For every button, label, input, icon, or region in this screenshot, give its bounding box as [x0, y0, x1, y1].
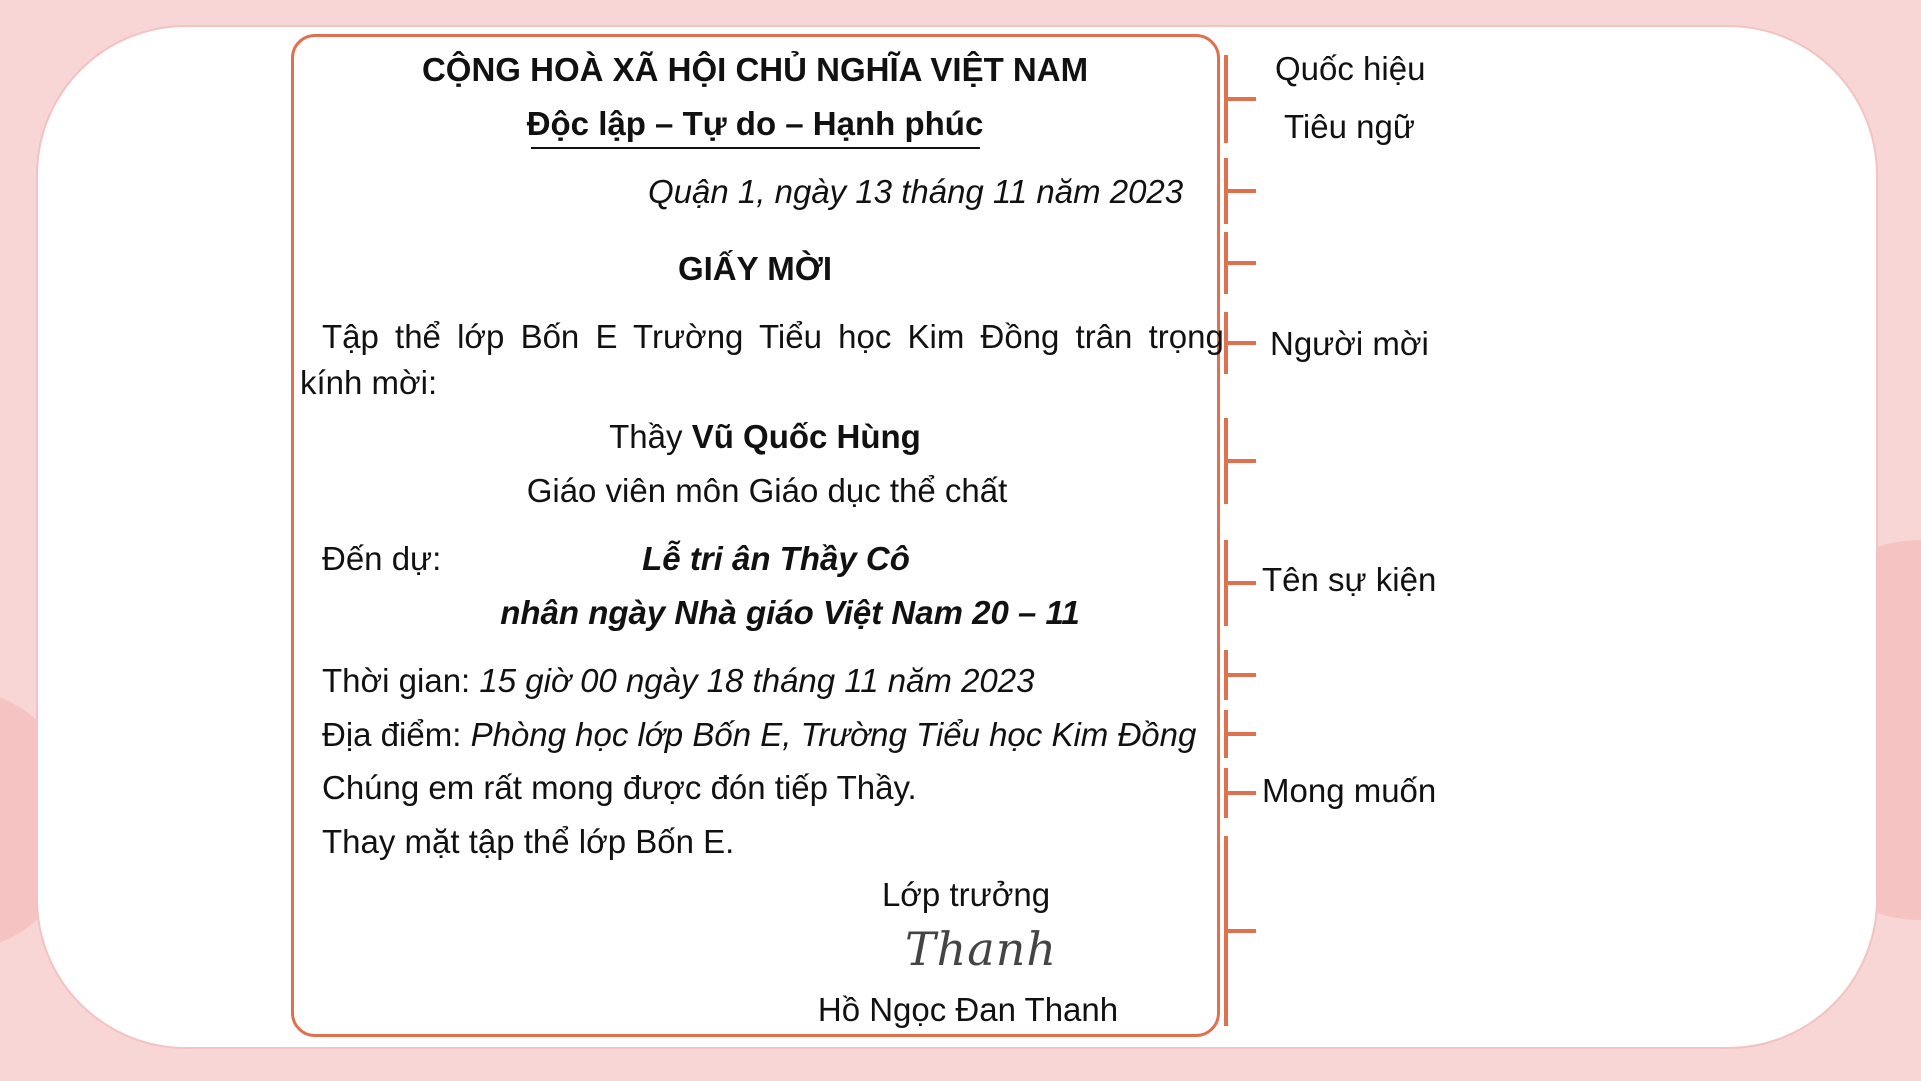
label-tieu-ngu: Tiêu ngữ: [1284, 108, 1415, 145]
invitee-name: Vũ Quốc Hùng: [691, 418, 921, 455]
label-ten-su-kien: Tên sự kiện: [1262, 561, 1437, 598]
closing-representative: Thay mặt tập thể lớp Bốn E.: [322, 823, 735, 860]
bracket-invitee: [1224, 418, 1252, 504]
label-quoc-hieu: Quốc hiệu: [1275, 50, 1426, 87]
bracket-time: [1224, 650, 1252, 700]
invitee-prefix: Thầy: [609, 418, 683, 455]
bracket-title: [1224, 232, 1252, 294]
bracket-event: [1224, 540, 1252, 626]
place-value: Phòng học lớp Bốn E, Trường Tiểu học Kim Đồng: [470, 716, 1197, 753]
label-mong-muon: Mong muốn: [1262, 772, 1437, 809]
event-time: [322, 664, 1035, 697]
signer-name: Hồ Ngọc Đan Thanh: [817, 991, 1119, 1028]
time-label: Thời gian:: [322, 662, 471, 699]
bracket-wish: [1224, 768, 1252, 818]
event-place: [322, 718, 1196, 751]
closing-wish: Chúng em rất mong được đón tiếp Thầy.: [322, 769, 917, 806]
intro-text: Tập thể lớp Bốn E Trường Tiểu học Kim Đồng trân trọng: [322, 318, 1224, 355]
attend-label: Đến dự:: [322, 540, 442, 577]
place-label: Địa điểm:: [322, 716, 462, 753]
intro-line-1: [322, 318, 1224, 355]
invitee-role: Giáo viên môn Giáo dục thể chất: [526, 472, 1008, 509]
event-occasion: nhân ngày Nhà giáo Việt Nam 20 – 11: [500, 594, 1080, 631]
event-name: Lễ tri ân Thầy Cô: [642, 540, 910, 577]
label-nguoi-moi: Người mời: [1270, 325, 1429, 362]
motto: Độc lập – Tự do – Hạnh phúc: [526, 105, 984, 142]
document-title: GIẤY MỜI: [677, 250, 833, 287]
bracket-place-date: [1224, 158, 1252, 224]
invitee: [609, 420, 921, 453]
bracket-inviter: [1224, 312, 1252, 374]
bracket-place: [1224, 710, 1252, 758]
intro-line-2: kính mời:: [300, 364, 438, 401]
national-title: CỘNG HOÀ XÃ HỘI CHỦ NGHĨA VIỆT NAM: [421, 51, 1089, 88]
signer-title: Lớp trưởng: [881, 876, 1051, 913]
bracket-signature: [1224, 836, 1252, 1026]
handwritten-signature: Thanh: [905, 922, 1057, 976]
motto-underline: [531, 147, 980, 149]
place-date: Quận 1, ngày 13 tháng 11 năm 2023: [648, 173, 1184, 210]
bracket-national-motto: [1224, 55, 1252, 143]
time-value: 15 giờ 00 ngày 18 tháng 11 năm 2023: [479, 662, 1035, 699]
